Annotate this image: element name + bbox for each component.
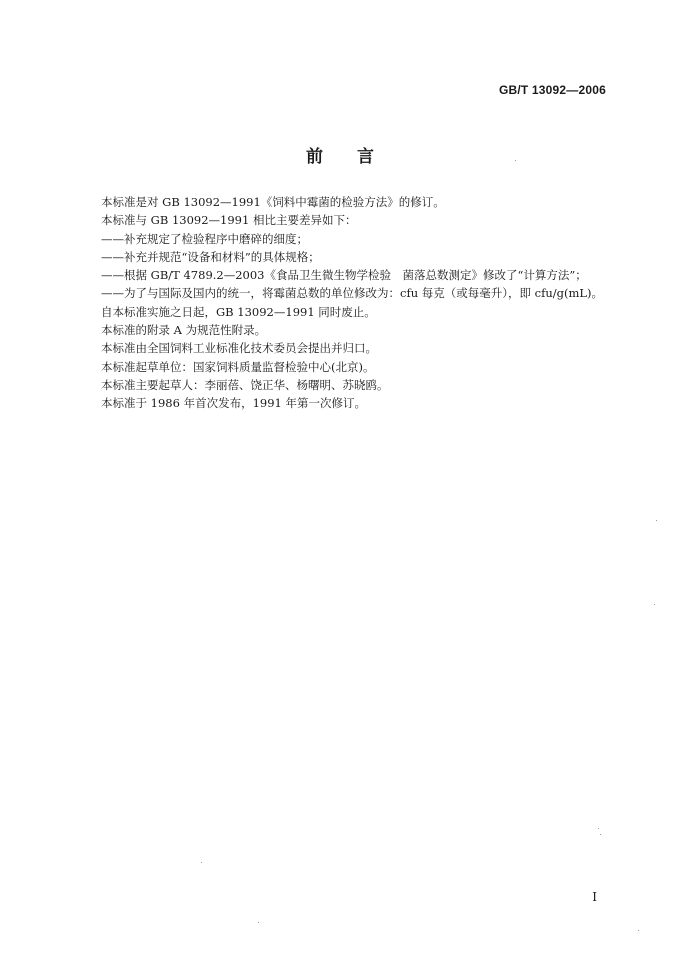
foreword-line: ——补充规定了检验程序中磨碎的细度； bbox=[101, 231, 308, 246]
foreword-line: 本标准的附录 A 为规范性附录。 bbox=[101, 323, 267, 338]
title-char-2: 言 bbox=[357, 147, 374, 167]
standard-number: GB/T 13092—2006 bbox=[498, 83, 606, 97]
title-char-1: 前 bbox=[306, 147, 323, 167]
foreword-line: 自本标准实施之日起，GB 13092—1991 同时废止。 bbox=[101, 304, 376, 319]
foreword-line: 本标准主要起草人：李丽蓓、饶正华、杨曙明、苏晓鸥。 bbox=[101, 377, 389, 392]
foreword-line: 本标准是对 GB 13092—1991《饲料中霉菌的检验方法》的修订。 bbox=[101, 195, 445, 209]
foreword-line: ——为了与国际及国内的统一，将霉菌总数的单位修改为：cfu 每克（或每毫升），即 cfu/g(mL)。 bbox=[101, 286, 604, 301]
scan-speck bbox=[598, 828, 599, 829]
scan-speck bbox=[654, 604, 655, 605]
foreword-line: 本标准由全国饲料工业标准化技术委员会提出并归口。 bbox=[101, 341, 377, 356]
scan-speck bbox=[201, 862, 202, 863]
page-number: I bbox=[592, 890, 597, 904]
foreword-line: 本标准起草单位：国家饲料质量监督检验中心(北京)。 bbox=[101, 359, 375, 374]
page-title bbox=[0, 142, 680, 167]
foreword-line: ——根据 GB/T 4789.2—2003《食品卫生微生物学检验 菌落总数测定》修改了“计算方法”； bbox=[101, 268, 587, 283]
scan-speck bbox=[600, 834, 601, 835]
foreword-line: ——补充并规范“设备和材料”的具体规格； bbox=[101, 249, 320, 264]
scan-speck bbox=[515, 160, 516, 161]
scan-speck bbox=[258, 922, 259, 923]
scan-speck bbox=[656, 520, 657, 521]
foreword-line: 本标准于 1986 年首次发布，1991 年第一次修订。 bbox=[101, 396, 366, 411]
foreword-line: 本标准与 GB 13092—1991 相比主要差异如下： bbox=[101, 213, 357, 228]
foreword-body bbox=[101, 193, 621, 413]
scan-speck bbox=[638, 930, 639, 931]
